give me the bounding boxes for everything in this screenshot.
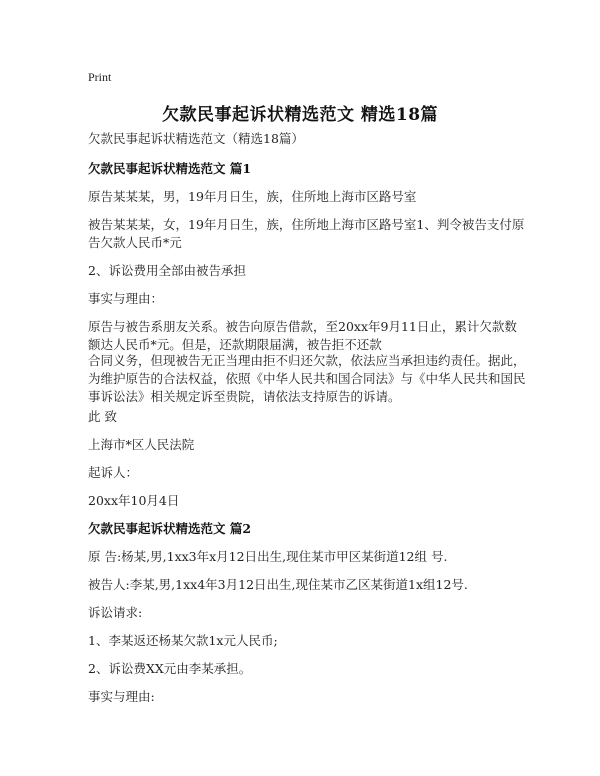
section-heading-1: 欠款民事起诉状精选范文 篇1 (88, 161, 252, 176)
paragraph-claims-heading: 诉讼请求: (88, 605, 143, 620)
document-title: 欠款民事起诉状精选范文 精选18篇 (161, 105, 439, 125)
paragraph-plaintiff-2: 原 告:杨某,男,1xx3年x月12日出生,现住某市甲区某街道12组 号. (88, 549, 448, 564)
paragraph-court-name: 上海市*区人民法院 (88, 437, 195, 452)
paragraph-legal-basis: 合同义务，但现被告无正当理由拒不归还欠款，依法应当承担违约责任。据此，为维护原告的合法权益，依照《中华人民共和国合同法》与《中华人民共和国民事诉讼法》相关规定诉至贵院，请依法支持原告的诉请。 (88, 353, 526, 404)
paragraph-plaintiff-info: 原告某某某，男，19年月日生，族，住所地上海市区路号室 (88, 189, 417, 204)
paragraph-litigation-fees: 2、诉讼费用全部由被告承担 (88, 263, 246, 278)
paragraph-plaintiff-sign: 起诉人： (88, 465, 139, 480)
paragraph-facts-heading: 事实与理由： (88, 291, 164, 306)
paragraph-defendant-info: 被告某某某，女，19年月日生，族，住所地上海市区路号室1、判令被告支付原告欠款人民币*元 (88, 217, 525, 250)
paragraph-facts-heading-2: 事实与理由: (88, 689, 155, 704)
paragraph-facts-body: 原告与被告系朋友关系。被告向原告借款，至20xx年9月11日止，累计欠款数额达人民币*元。但是，还款期限届满，被告拒不还款 (88, 319, 517, 352)
print-label: Print (88, 70, 112, 84)
paragraph-salutation: 此 致 (88, 409, 117, 424)
paragraph-date: 20xx年10月4日 (88, 493, 180, 508)
paragraph-claim-1: 1、李某返还杨某欠款1x元人民币; (88, 633, 278, 648)
paragraph-defendant-2: 被告人:李某,男,1xx4年3月12日出生,现住某市乙区某街道1x组12号. (88, 577, 468, 592)
paragraph-subtitle: 欠款民事起诉状精选范文（精选18篇） (88, 131, 304, 146)
paragraph-claim-2: 2、诉讼费XX元由李某承担。 (88, 661, 252, 676)
section-heading-2: 欠款民事起诉状精选范文 篇2 (88, 521, 252, 536)
